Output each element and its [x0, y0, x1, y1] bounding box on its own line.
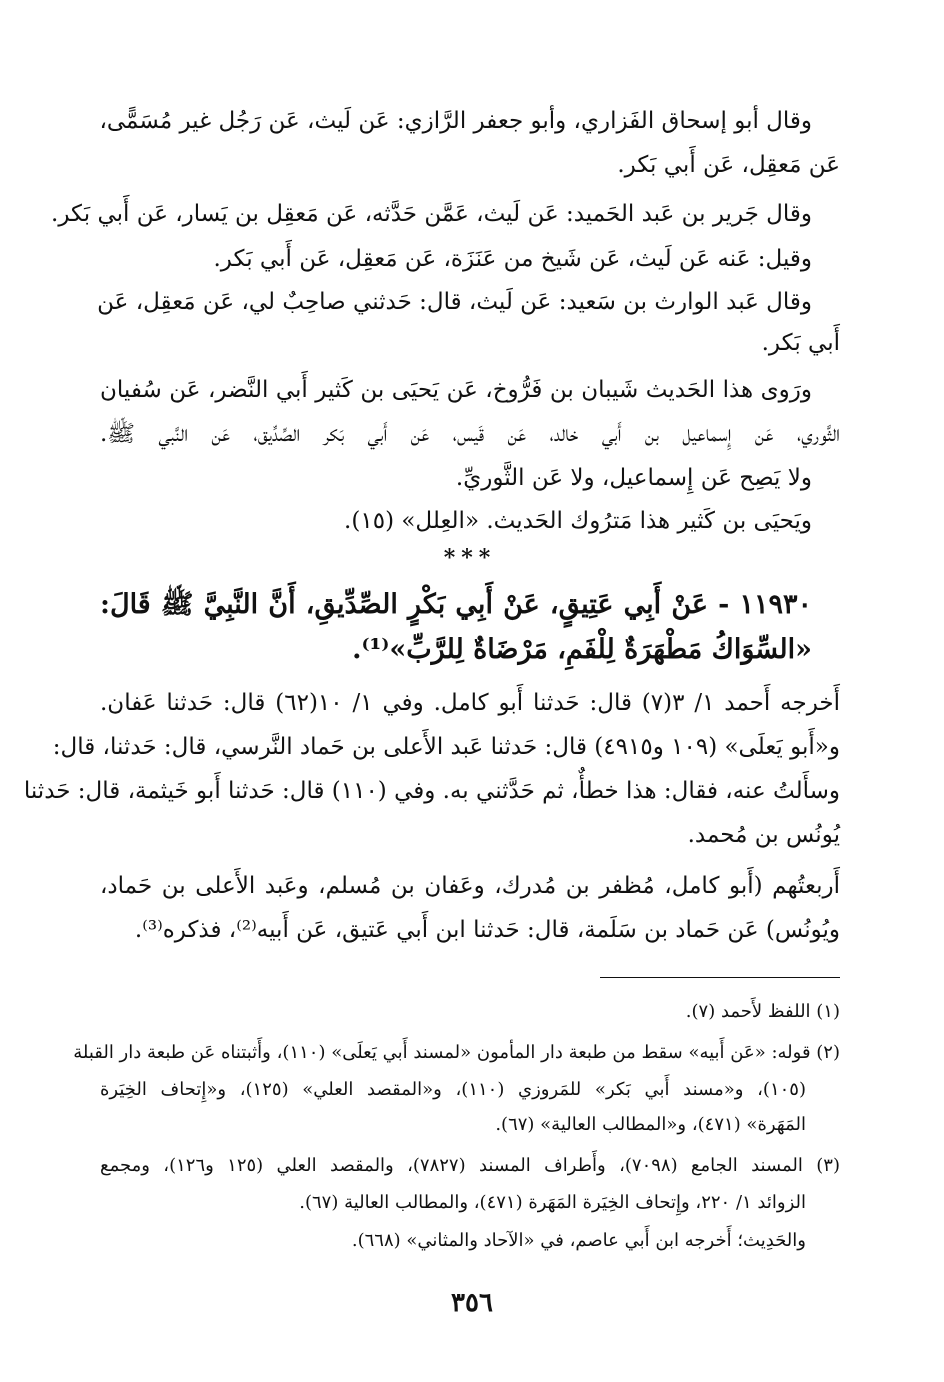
body-line: ورَوى هذا الحَديث شَيبان بن فَرُّوخ، عَن يَحيَى بن كَثير أَبي النَّضر، عَن سُفيان: [100, 377, 812, 403]
takhrij-line: وسأَلتُ عنه، فقال: هذا خطأٌ، ثم حَدَّثني به. وفي (١١٠) قال: حَدثنا أَبو خَيثمة، قال: حَدثنا: [23, 778, 840, 804]
takhrij-line: ويُونُس) عَن حَماد بن سَلَمة، قال: حَدثنا ابن أَبي عَتيق، عَن أَبيه⁽²⁾، فذكره⁽³⁾.: [134, 917, 840, 943]
takhrij-line: و«أَبو يَعلَى» (١٠٩ و٤٩١٥) قال: حَدثنا عَبد الأَعلى بن حَماد النَّرسي، قال: حَدثنا، قال:: [52, 734, 840, 760]
body-line: أَبي بَكر.: [761, 330, 840, 356]
body-line: الثَّوري، عَن إِسماعيل بن أَبي خالد، عَن قَيس، عَن أَبي بَكر الصِّدِّيق، عَن النَّبي ﷺ.: [100, 421, 840, 447]
hadith-text: «السِّوَاكُ مَطْهَرَةٌ لِلْفَمِ، مَرْضَاةٌ لِلرَّبِّ»⁽¹⁾.: [352, 634, 812, 665]
body-line: وقيل: عَنه عَن لَيث، عَن شَيخ من عَنَزَة، عَن مَعقِل، عَن أَبي بَكر.: [213, 246, 812, 272]
footnote-2-line: المَهَرة» (٤٧١)، و«المطالب العالية» (٦٧).: [495, 1114, 806, 1135]
hadith-heading: ١١٩٣٠ - عَنْ أَبِي عَتِيقٍ، عَنْ أَبِي بَكْرٍ الصِّدِّيقِ، أَنَّ النَّبِيَّ ﷺ قَالَ:: [100, 589, 812, 620]
body-line: ولا يَصِح عَن إِسماعيل، ولا عَن الثَّوريِّ.: [455, 465, 812, 491]
footnote-divider: [600, 977, 840, 978]
footnote-1: (١) اللفظ لأَحمد (٧).: [685, 1001, 840, 1022]
takhrij-line: يُونُس بن مُحمد.: [687, 822, 840, 848]
footnote-3-line: (٣) المسند الجامع (٧٠٩٨)، وأَطراف المسند (٧٨٢٧)، والمقصد العلي (١٢٥ و١٢٦)، ومجمع: [100, 1155, 840, 1176]
body-line: وقال أبو إسحاق الفَزاري، وأبو جعفر الرَّازي: عَن لَيث، عَن رَجُل غير مُسَمًّى،: [99, 108, 812, 134]
takhrij-line: أَخرجه أَحمد ١/ ٣(٧) قال: حَدثنا أَبو كامل. وفي ١/ ١٠(٦٢) قال: حَدثنا عَفان.: [100, 690, 840, 716]
body-line: ويَحيَى بن كَثير هذا مَترُوك الحَديث. «العِلل» (١٥).: [344, 508, 812, 534]
section-separator: ***: [443, 545, 497, 571]
page-number: ٣٥٦: [451, 1288, 493, 1318]
body-line: وقال عَبد الوارث بن سَعيد: عَن لَيث، قال: حَدثني صاحِبٌ لي، عَن مَعقِل، عَن: [97, 289, 812, 315]
footnote-3-line: الزوائد ١/ ٢٢٠، وإِتحاف الخِيَرة المَهَرة (٤٧١)، والمطالب العالية (٦٧).: [299, 1192, 806, 1213]
body-line: وقال جَرير بن عَبد الحَميد: عَن لَيث، عَمَّن حَدَّثه، عَن مَعقِل بن يَسار، عَن أَبي بَكر.: [51, 201, 812, 227]
footnote-3-line: والحَدِيث؛ أَخرجه ابن أَبي عاصم، في «الآحاد والمثاني» (٦٦٨).: [351, 1230, 806, 1251]
takhrij-line: أَربعتُهم (أَبو كامل، مُظفر بن مُدرك، وعَفان بن مُسلم، وعَبد الأَعلى بن حَماد،: [100, 873, 840, 899]
footnote-2-line: (١٠٥)، و«مسند أَبي بَكر» للمَروزي (١١٠)، و«المقصد العلي» (١٢٥)، و«إِتحاف الخِيَرة: [100, 1079, 806, 1100]
footnote-2-line: (٢) قوله: «عَن أَبيه» سقط من طبعة دار المأمون «لمسند أَبي يَعلَى» (١١٠)، وأَثبتناه عَن طبعة دار القبلة: [73, 1042, 840, 1063]
body-line: عَن مَعقِل، عَن أَبي بَكر.: [617, 152, 840, 178]
